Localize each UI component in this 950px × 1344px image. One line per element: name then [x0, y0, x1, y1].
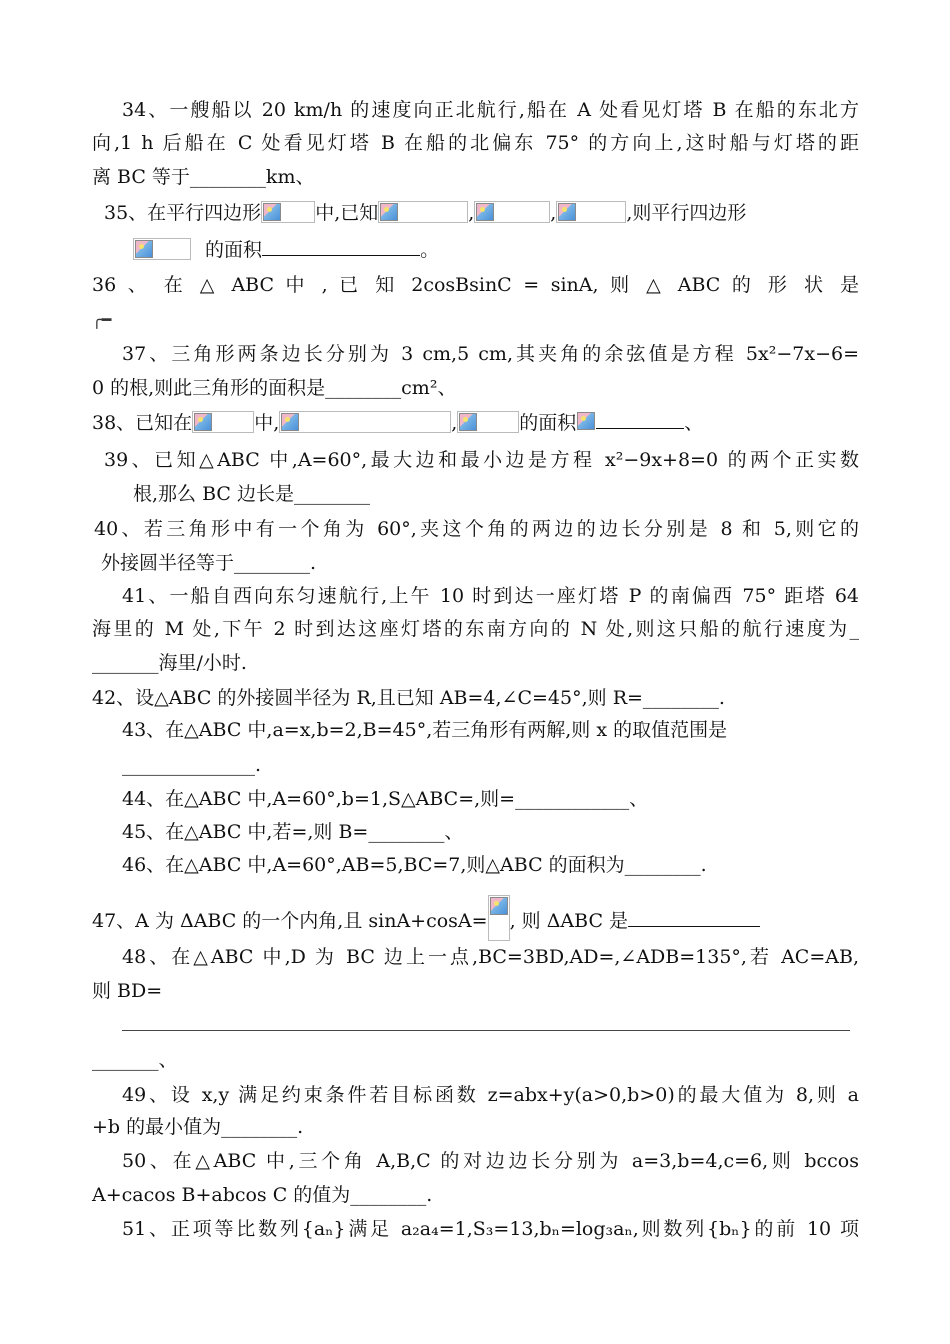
answer-blank-long [122, 1030, 850, 1031]
formula-image [133, 238, 191, 260]
question-45-line-1: 45、在△ABC 中,若=,则 B=________、 [122, 821, 464, 843]
question-43-line-1: 43、在△ABC 中,a=x,b=2,B=45°,若三角形有两解,则 x 的取值范围是 [122, 719, 728, 741]
q35-area-label: 的面积 [205, 239, 263, 261]
question-46-line-1: 46、在△ABC 中,A=60°,AB=5,BC=7,则△ABC 的面积为________. [122, 854, 707, 876]
answer-blank [262, 235, 420, 256]
question-37-line-1: 37、三角形两条边长分别为 3 cm,5 cm,其夹角的余弦值是方程 5x²−7x−6= [122, 343, 859, 365]
question-34-line-3: 离 BC 等于________km、 [92, 166, 315, 188]
question-48-line-4: _______、 [92, 1049, 178, 1071]
question-35-line-1 [104, 198, 746, 228]
q35-text-c: , [468, 202, 475, 224]
question-44-line-1: 44、在△ABC 中,A=60°,b=1,S△ABC=,则=____________、 [122, 788, 649, 810]
q35-text-a: 35、在平行四边形 [104, 202, 262, 224]
broken-image-icon [281, 413, 299, 431]
q47-text-a: 47、A 为 ΔABC 的一个内角,且 sinA+cosA= [92, 910, 488, 932]
question-51-line-1: 51、正项等比数列{aₙ}满足 a₂a₄=1,S₃=13,bₙ=log₃aₙ,则数列{bₙ}的前 10 项 [122, 1218, 859, 1240]
question-41-line-2: 海里的 M 处,下午 2 时到达这座灯塔的东南方向的 N 处,则这只船的航行速度为_ [92, 618, 859, 640]
question-39-line-2: 根,那么 BC 边长是________ [133, 483, 370, 505]
question-36-mark: ╭━ [92, 310, 112, 329]
question-39-line-1: 39、已知△ABC 中,A=60°,最大边和最小边是方程 x²−9x+8=0 的两个正实数 [104, 449, 859, 471]
q38-text-a: 38、已知在 [92, 412, 193, 434]
formula-image [474, 201, 550, 223]
question-49-line-2: +b 的最小值为________. [92, 1116, 304, 1138]
question-43-line-2: ______________. [122, 754, 262, 776]
broken-image-icon [558, 203, 576, 221]
question-40-line-1: 40、若三角形中有一个角为 60°,夹这个角的两边的边长分别是 8 和 5,则它的 [94, 518, 859, 540]
question-50-line-2: A+cacos B+abcos C 的值为________. [92, 1184, 433, 1206]
formula-image [192, 411, 254, 433]
question-48-line-1: 48、在△ABC 中,D 为 BC 边上一点,BC=3BD,AD=,∠ADB=135°,若 AC=AB, [122, 946, 859, 968]
broken-image-icon [490, 897, 508, 915]
q35-text-b: 中,已知 [315, 202, 379, 224]
question-42-line-1: 42、设△ABC 的外接圆半径为 R,且已知 AB=4,∠C=45°,则 R=________. [92, 687, 725, 709]
question-35-line-2 [133, 235, 439, 265]
broken-image-icon [577, 412, 595, 430]
formula-image [378, 201, 468, 223]
broken-image-icon [263, 203, 281, 221]
formula-image [261, 201, 315, 223]
q35-text-d: , [550, 202, 557, 224]
q38-text-b: 中, [254, 412, 280, 434]
broken-image-icon [459, 413, 477, 431]
formula-image [457, 411, 519, 433]
question-34-line-2: 向,1 h 后船在 C 处看见灯塔 B 在船的北偏东 75° 的方向上,这时船与灯塔的距 [92, 132, 859, 154]
question-41-line-1: 41、一船自西向东匀速航行,上午 10 时到达一座灯塔 P 的南偏西 75° 距塔 64 [122, 585, 859, 607]
q35-end: 。 [420, 239, 440, 261]
question-34-line-1: 34、一艘船以 20 km/h 的速度向正北航行,船在 A 处看见灯塔 B 在船的东北方 [122, 99, 859, 121]
question-37-line-2: 0 的根,则此三角形的面积是________cm²、 [92, 377, 457, 399]
question-40-line-2: 外接圆半径等于________. [101, 552, 317, 574]
question-38-line [92, 408, 703, 438]
answer-blank [596, 408, 684, 429]
question-49-line-1: 49、设 x,y 满足约束条件若目标函数 z=abx+y(a>0,b>0)的最大值为 8,则 a [122, 1084, 859, 1106]
question-36-line-1: 36 、 在 △ ABC 中 , 已 知 2cosBsinC = sinA, 则 △ ABC 的 形 状 是 [92, 274, 859, 296]
formula-image [279, 411, 451, 433]
broken-image-icon [380, 203, 398, 221]
formula-image [576, 411, 596, 433]
broken-image-icon [476, 203, 494, 221]
formula-image [488, 895, 510, 941]
q38-text-c: , [451, 412, 458, 434]
broken-image-icon [194, 413, 212, 431]
q38-text-d: 的面积 [519, 412, 577, 434]
q38-text-e: 、 [684, 412, 704, 434]
q47-text-b: , 则 ΔABC 是 [509, 910, 629, 932]
question-48-line-2: 则 BD= [92, 980, 163, 1002]
question-47-line [92, 895, 760, 935]
formula-image [556, 201, 626, 223]
question-41-line-3: _______海里/小时. [92, 652, 247, 674]
question-50-line-1: 50、在△ABC 中,三个角 A,B,C 的对边边长分别为 a=3,b=4,c=6,则 bccos [122, 1150, 859, 1172]
broken-image-icon [135, 240, 153, 258]
q35-text-e: ,则平行四边形 [626, 202, 747, 224]
answer-blank [628, 906, 760, 927]
